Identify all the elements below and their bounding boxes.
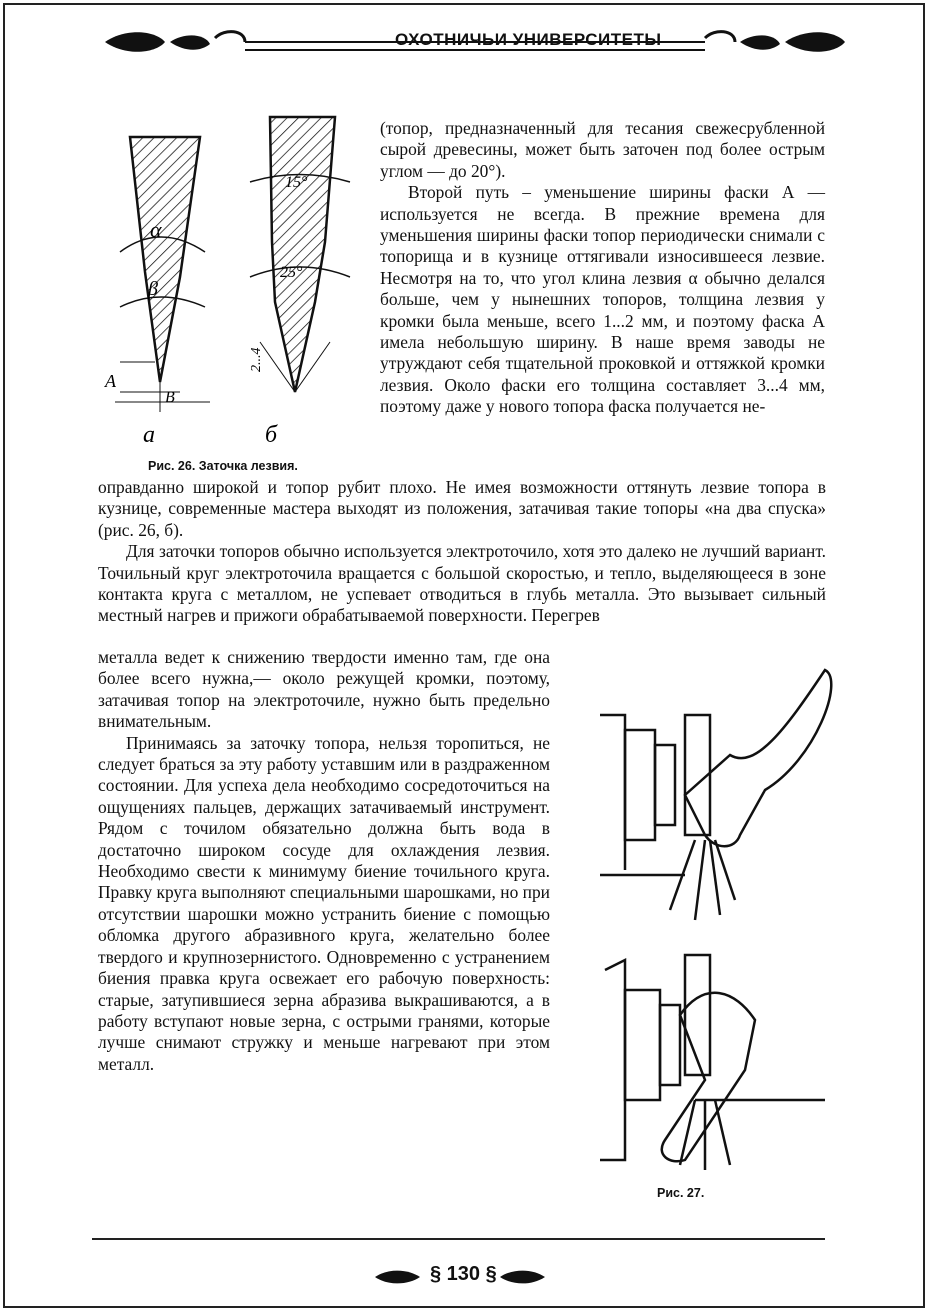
paragraph: (топор, предназначенный для тесания свежесрубленной сырой древесины, может быть заточен под более острым углом — до 20°). — [380, 118, 825, 181]
paragraph: металла ведет к снижению твердости именно там, где она более всего нужна,— около режущей кромки, поэтому, затачивая топор на электроточиле, нужно быть предельно внимательным. — [98, 647, 550, 732]
page-number: § 130 § — [430, 1263, 497, 1285]
figure-26-caption: Рис. 26. Заточка лезвия. — [148, 459, 298, 473]
footer-rule — [92, 1238, 825, 1240]
dim-2-4-label: 2...4 — [249, 347, 264, 372]
grinder-bottom-icon — [600, 955, 825, 1170]
figure-27-illustration — [585, 660, 855, 1180]
sub-label-a: а — [143, 422, 155, 448]
angle-25-label: 25° — [280, 264, 303, 281]
full-width-text — [98, 477, 826, 627]
paragraph: Принимаясь за заточку топора, нельзя торопиться, не следует браться за эту работу уставшим или в раздраженном состоянии. Для успеха дела необходимо сосредоточиться на ощущениях пальцев, держащих затачиваемый инструмент. Рядом с точилом обязательно должна быть вода в достаточно широком сосуде для охлаждения лезвия. Необходимо свести к минимуму биение точильного круга. Правку круга выполняют специальными шарошками, но при отсутствии шарошки можно устранить биение с помощью обломка другого абразивного круга, желательно более твердого и крупнозернистого. Одновременно с устранением биения правка круга освежает его рабочую поверхность: старые, затупившиеся зерна абразива выкрашиваются, а в работу вступают новые зерна, с острыми гранями, которые лучше снимают стружку и меньше нагревают при этом металл. — [98, 732, 550, 1074]
paragraph: оправданно широкой и топор рубит плохо. Не имея возможности оттянуть лезвие топора в кузнице, современные мастера выходят из положения, затачивая такие топоры «на два спуска» (рис. 26, б). — [98, 477, 826, 540]
page-header — [95, 8, 855, 68]
dim-a-label: A — [105, 371, 116, 391]
left-column-text — [98, 647, 550, 1075]
angle-alpha-label: α — [150, 217, 162, 242]
figure-26-diagram — [100, 112, 370, 452]
grinder-top-icon — [600, 670, 831, 920]
dim-b-label: B — [165, 389, 175, 406]
running-title: ОХОТНИЧЬИ УНИВЕРСИТЕТЫ — [395, 30, 662, 49]
figure-27-caption: Рис. 27. — [657, 1186, 705, 1200]
angle-15-label: 15° — [285, 174, 308, 191]
paragraph: Второй путь – уменьшение ширины фаски А — используется не всегда. В прежние времена для уменьшения ширины фаски топор периодически снимали с топорища и в кузнице оттягивали износившееся лезвие. Несмотря на то, что угол клина лезвия α обычно делался больше, чем у нынешних топоров, толщина лезвия у кромки была меньше, всего 1...2 мм, и поэтому фаска А имела небольшую ширину. В наше время заводы не утруждают себя тщательной проковкой и оттяжкой кромки лезвия. Около фаски его толщина составляет 3...4 мм, поэтому даже у нового топора фаска получается не- — [380, 182, 825, 417]
sub-label-b: б — [265, 422, 278, 448]
right-column-text — [380, 118, 825, 418]
paragraph: Для заточки топоров обычно используется электроточило, хотя это далеко не лучший вариант. Точильный круг электроточила вращается с большой скоростью, и тепло, выделяющееся в зоне контакта круга с металлом, не успевает отводиться в глубь металла. Это вызывает сильный местный нагрев и прижоги обрабатываемой поверхности. Перегрев — [98, 541, 826, 626]
angle-beta-label: β — [148, 278, 158, 300]
